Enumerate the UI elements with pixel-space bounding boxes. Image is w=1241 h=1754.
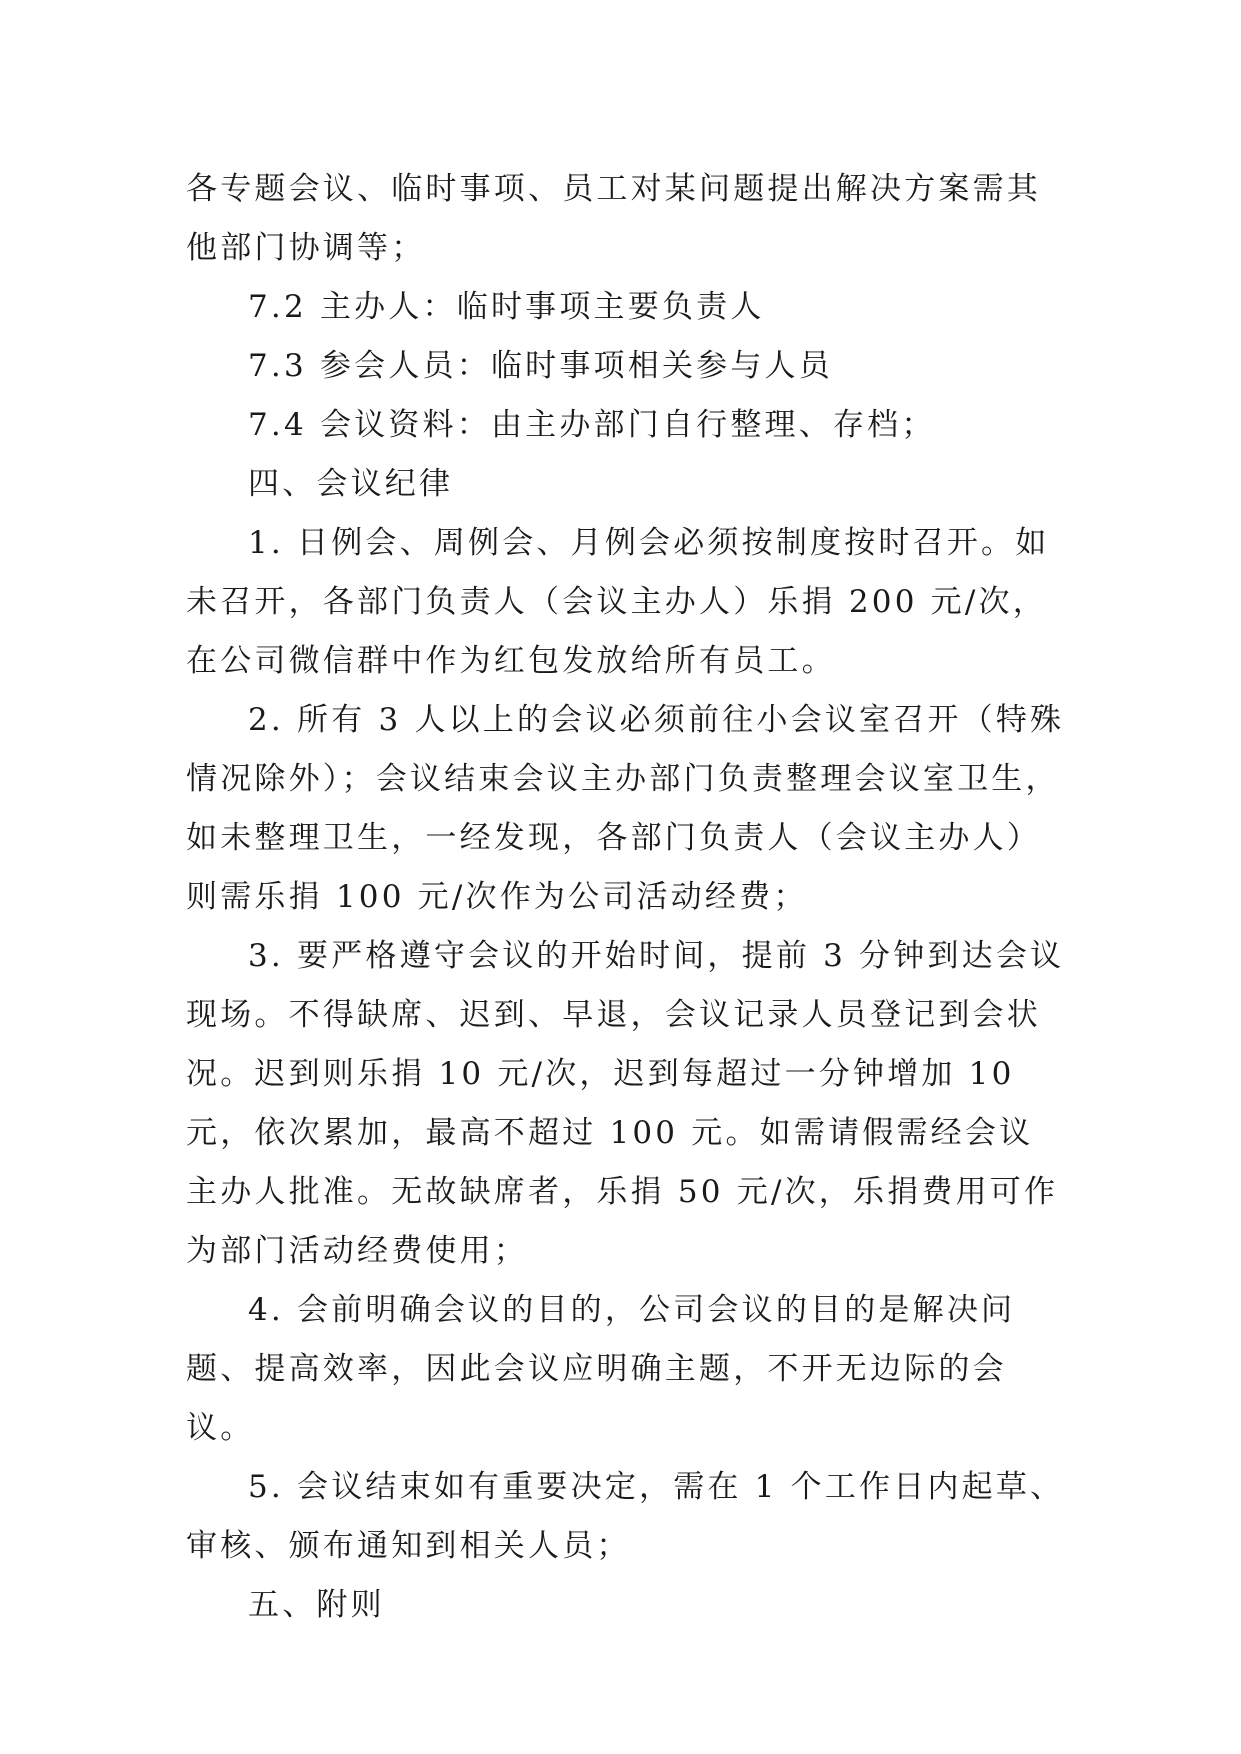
rule-2-meeting-room: 2. 所有 3 人以上的会议必须前往小会议室召开（特殊情况除外）；会议结束会议主办部门负责整理会议室卫生，如未整理卫生，一经发现，各部门负责人（会议主办人）则需乐捐 100 元/次作为公司活动经费； bbox=[186, 702, 1065, 915]
rule-4-meeting-purpose: 4. 会前明确会议的目的，公司会议的目的是解决问题、提高效率，因此会议应明确主题，不开无边际的会议。 bbox=[186, 1292, 1016, 1446]
paragraph-7-4-materials: 7.4 会议资料：由主办部门自行整理、存档； bbox=[248, 407, 936, 443]
paragraph-special-meetings: 各专题会议、临时事项、员工对某问题提出解决方案需其他部门协调等； bbox=[186, 171, 1041, 266]
document-body bbox=[186, 160, 1066, 1635]
paragraph-7-3-attendees: 7.3 参会人员：临时事项相关参与人员 bbox=[248, 348, 833, 384]
rule-1-regular-meetings: 1. 日例会、周例会、月例会必须按制度按时召开。如未召开，各部门负责人（会议主办人）乐捐 200 元/次，在公司微信群中作为红包发放给所有员工。 bbox=[186, 525, 1050, 679]
rule-5-decisions: 5. 会议结束如有重要决定，需在 1 个工作日内起草、审核、颁布通知到相关人员； bbox=[186, 1469, 1065, 1564]
paragraph-7-2-organizer: 7.2 主办人：临时事项主要负责人 bbox=[248, 289, 765, 325]
section-heading-meeting-discipline: 四、会议纪律 bbox=[248, 466, 454, 502]
section-heading-supplementary: 五、附则 bbox=[248, 1587, 385, 1623]
rule-3-punctuality: 3. 要严格遵守会议的开始时间，提前 3 分钟到达会议现场。不得缺席、迟到、早退，会议记录人员登记到会状况。迟到则乐捐 10 元/次，迟到每超过一分钟增加 10 元，依次累加，最高不超过 100 元。如需请假需经会议主办人批准。无故缺席者，乐捐 50 元/次，乐捐费用可作为部门活动经费使用； bbox=[186, 938, 1065, 1269]
